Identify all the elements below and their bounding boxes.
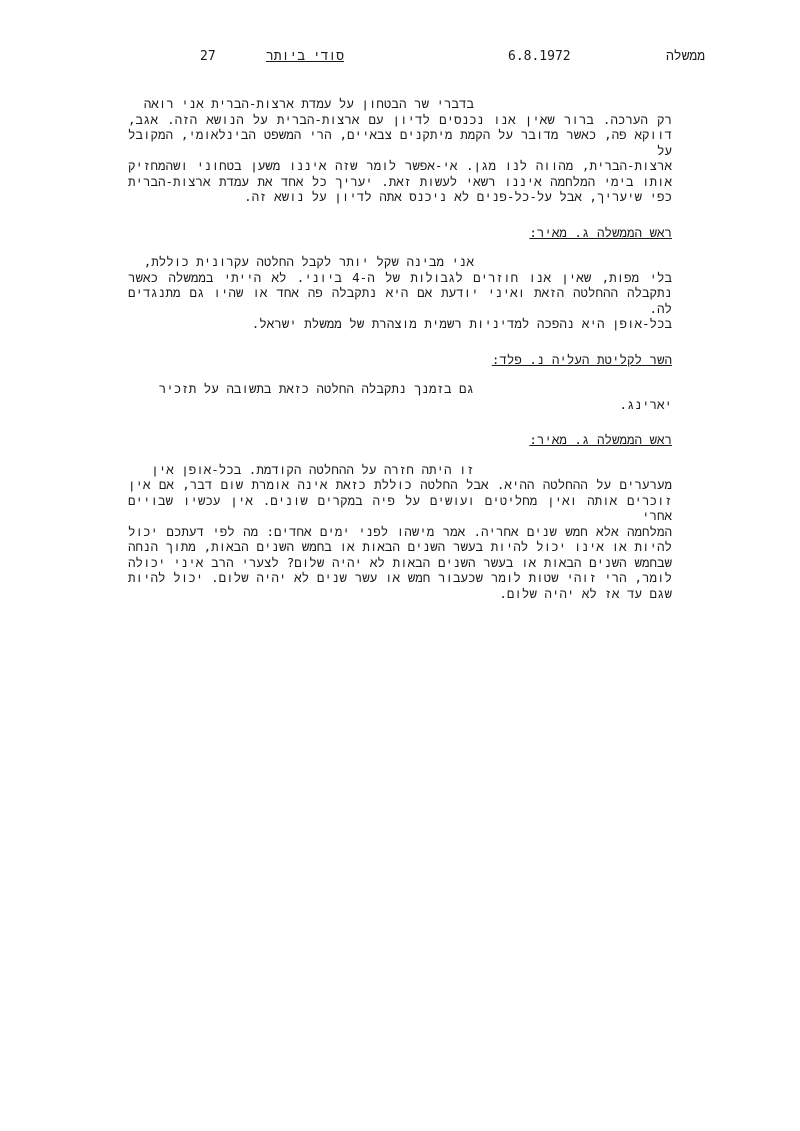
paragraph-line: בלי מפות, שאין אנו חוזרים לגבולות של ה-4 ביוני. לא הייתי בממשלה כאשר <box>128 269 672 285</box>
paragraph-first-line: אני מבינה שקל יותר לקבל החלטה עקרונית כוללת, <box>143 254 474 269</box>
paragraph-line: יארינג. <box>619 396 672 412</box>
page-number: 27 <box>200 49 216 64</box>
header-title: ממשלה <box>665 49 705 64</box>
paragraph-line: רק הערכה. ברור שאין אנו נכנסים לדיון עם ארצות-הברית על הנושא הזה. אגב, <box>128 111 672 127</box>
paragraph-line: כפי שיעריך, אבל על-כל-פנים לא ניכנס אתה לדיון על נושא זה. <box>244 189 672 204</box>
paragraph-line: נתקבלה ההחלטה הזאת ואיני יודעת אם היא נתקבלה פה אחד או שהיו גם מתנגדים לה. <box>128 285 672 316</box>
paragraph-line: דווקא פה, כאשר מדובר על הקמת מיתקנים צבאיים, הרי המשפט הבינלאומי, המקובל על <box>128 127 672 158</box>
paragraph <box>128 96 672 205</box>
paragraph-line: שגם עד אז לא יהיה שלום. <box>499 585 672 601</box>
header-date: 6.8.1972 <box>508 49 571 64</box>
paragraph-first-line: גם בזמנך נתקבלה החלטה כזאת בתשובה על תזכיר <box>158 381 474 396</box>
transcript-body <box>128 96 672 601</box>
paragraph <box>128 462 672 602</box>
paragraph-first-line: זו היתה חזרה על ההחלטה הקודמת. בכל-אופן אין <box>151 461 474 477</box>
header-classification: סודי ביותר <box>266 49 345 64</box>
speaker-name: השר לקליטת העליה נ. פלד: <box>491 351 672 367</box>
paragraph-line: להיות או אינו יכול להיות בעשר השנים הבאות או בחמש השנים הבאות, מתוך הנחה <box>128 539 672 554</box>
paragraph-line: בכל-אופן היא נהפכה למדיניות רשמית מוצהרת של ממשלת ישראל. <box>251 316 672 331</box>
speaker-name: ראש הממשלה ג. מאיר: <box>529 224 672 240</box>
paragraph-line: זוכרים אותה ואין מחליטים ועושים על פיה במקרים שונים. אין עכשיו שבויים אחרי <box>128 492 672 523</box>
paragraph <box>128 254 672 332</box>
paragraph <box>128 381 672 412</box>
paragraph-line: מערערים על ההחלטה ההיא. אבל החלטה כוללת כזאת אינה אומרת שום דבר, אם אין <box>128 477 672 492</box>
paragraph-line: לומר, הרי זוהי שטות לומר שכעבור חמש או עשר שנים לא יהיה שלום. יכול להיות <box>128 570 672 585</box>
paragraph-line: ארצות-הברית, מהווה לנו מגן. אי-אפשר לומר שזה איננו משען בטחוני ושהמחזיק <box>128 158 672 173</box>
paragraph-line: שבחמש השנים הבאות או בעשר השנים הבאות לא יהיה שלום? לצערי הרב איני יכולה <box>128 554 672 570</box>
paragraph-line: אותו בימי המלחמה איננו רשאי לעשות זאת. יעריך כל אחד את עמדת ארצות-הברית <box>128 173 672 189</box>
paragraph-line: המלחמה אלא חמש שנים אחריה. אמר מישהו לפני ימים אחדים: מה לפי דעתכם יכול <box>128 523 672 539</box>
speaker-name: ראש הממשלה ג. מאיר: <box>529 432 672 447</box>
paragraph-first-line: בדברי שר הבטחון על עמדת ארצות-הברית אני רואה <box>143 96 474 111</box>
